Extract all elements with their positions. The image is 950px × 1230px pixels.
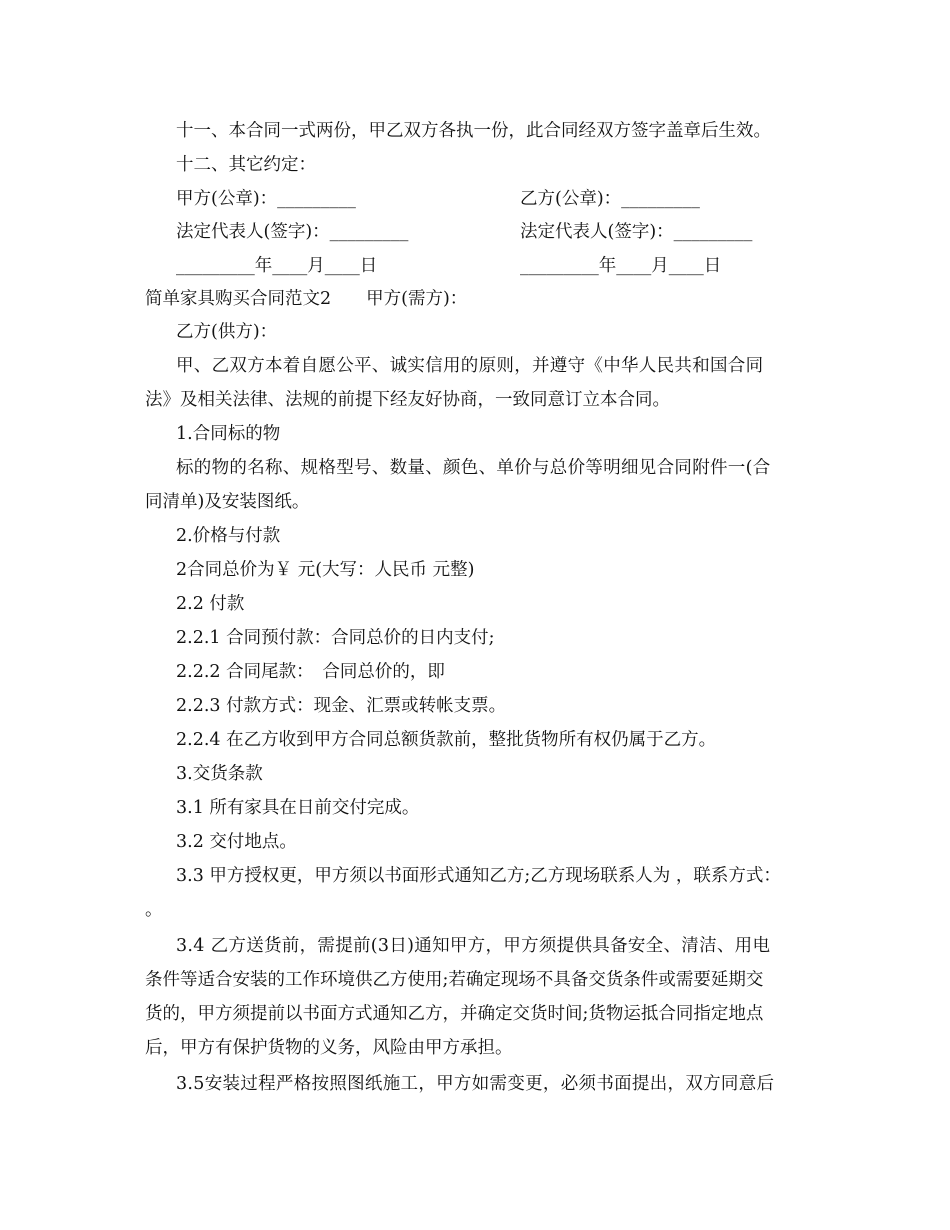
clause-12: 十二、其它约定： — [176, 155, 316, 175]
party-a-seal: 甲方(公章)：_________ — [176, 189, 356, 209]
section-3-5-line-1: 3.5安装过程严格按照图纸施工，甲方如需变更，必须书面提出，双方同意后 — [176, 1074, 775, 1094]
party-a-date: _________年____月____日 — [176, 256, 378, 276]
party-b-supplier: 乙方(供方)： — [176, 322, 278, 342]
intro-line-1: 甲、乙双方本着自愿公平、诚实信用的原则，并遵守《中华人民共和国合同 — [176, 356, 764, 376]
section-2-2: 2.2 付款 — [176, 594, 245, 614]
section-3-3-line-2: 。 — [145, 900, 163, 920]
party-a-representative: 法定代表人(签字)：_________ — [176, 222, 409, 242]
section-2-2-1: 2.2.1 合同预付款：合同总价的日内支付; — [176, 628, 495, 648]
section-2-2-3: 2.2.3 付款方式：现金、汇票或转帐支票。 — [176, 696, 507, 716]
section-2-total: 2合同总价为￥ 元(大写：人民币 元整) — [176, 560, 475, 580]
party-b-representative: 法定代表人(签字)：_________ — [520, 222, 753, 242]
party-b-seal: 乙方(公章)：_________ — [520, 189, 700, 209]
intro-line-2: 法》及相关法律、法规的前提下经友好协商，一致同意订立本合同。 — [145, 390, 670, 410]
section-3-2: 3.2 交付地点。 — [176, 832, 297, 852]
section-3-4-line-3: 货的，甲方须提前以书面方式通知乙方，并确定交货时间;货物运抵合同指定地点 — [145, 1004, 764, 1024]
section-3-1: 3.1 所有家具在日前交付完成。 — [176, 798, 420, 818]
contract-2-heading: 简单家具购买合同范文2 甲方(需方)： — [145, 289, 468, 309]
party-b-date: _________年____月____日 — [520, 256, 722, 276]
section-2-2-4: 2.2.4 在乙方收到甲方合同总额货款前，整批货物所有权仍属于乙方。 — [176, 730, 717, 750]
section-2-title: 2.价格与付款 — [176, 526, 281, 546]
clause-11: 十一、本合同一式两份，甲乙双方各执一份，此合同经双方签字盖章后生效。 — [176, 121, 771, 141]
section-3-title: 3.交货条款 — [176, 764, 263, 784]
section-3-4-line-4: 后，甲方有保护货物的义务，风险由甲方承担。 — [145, 1038, 513, 1058]
section-2-2-2: 2.2.2 合同尾款： 合同总价的，即 — [176, 662, 445, 682]
section-1-title: 1.合同标的物 — [176, 424, 281, 444]
section-3-4-line-2: 条件等适合安装的工作环境供乙方使用;若确定现场不具备交货条件或需要延期交 — [145, 970, 764, 990]
section-1-line-2: 同清单)及安装图纸。 — [145, 492, 310, 512]
section-3-4-line-1: 3.4 乙方送货前，需提前(3日)通知甲方，甲方须提供具备安全、清洁、用电 — [176, 936, 771, 956]
section-1-line-1: 标的物的名称、规格型号、数量、颜色、单价与总价等明细见合同附件一(合 — [176, 458, 771, 478]
section-3-3-line-1: 3.3 甲方授权更，甲方须以书面形式通知乙方;乙方现场联系人为 ，联系方式： — [176, 866, 781, 886]
